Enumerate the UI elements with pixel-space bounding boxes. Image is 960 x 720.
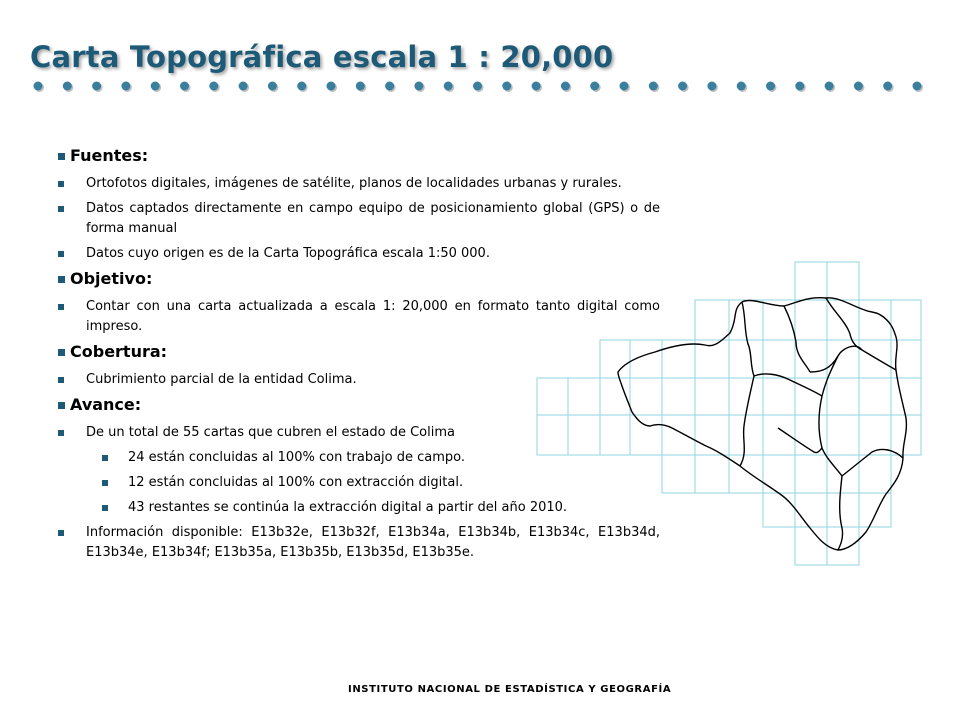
list-subitem: 12 están concluidas al 100% con extracción digital. (58, 473, 660, 493)
divider-dot (239, 82, 248, 91)
divider-dot (795, 82, 804, 91)
list-subitem: 24 están concluidas al 100% con trabajo de campo. (58, 448, 660, 468)
footer-institution: INSTITUTO NACIONAL DE ESTADÍSTICA Y GEOGRAFÍA (348, 684, 672, 695)
divider-dot (414, 82, 423, 91)
divider-dot (209, 82, 218, 91)
divider-dot (766, 82, 775, 91)
divider-dot (34, 82, 43, 91)
bullet-icon (102, 455, 108, 461)
bullet-icon (58, 304, 64, 310)
map-grid (537, 262, 921, 565)
list-item: Datos captados directamente en campo equipo de posicionamiento global (GPS) o de forma manual (58, 199, 660, 239)
decorative-dot-divider (32, 78, 932, 94)
divider-dot (707, 82, 716, 91)
page-title: Carta Topográfica escala 1 : 20,000 (30, 40, 614, 74)
bullet-icon (58, 276, 65, 283)
list-item: Contar con una carta actualizada a escala 1: 20,000 en formato tanto digital como impreso. (58, 297, 660, 337)
divider-dot (532, 82, 541, 91)
divider-dot (590, 82, 599, 91)
state-outline (618, 298, 906, 550)
bullet-icon (58, 349, 65, 356)
section-heading-cobertura: Cobertura: (58, 342, 660, 362)
divider-dot (151, 82, 160, 91)
bullet-icon (58, 251, 64, 257)
bullet-icon (102, 480, 108, 486)
divider-dot (678, 82, 687, 91)
divider-dot (356, 82, 365, 91)
divider-dot (854, 82, 863, 91)
divider-dot (92, 82, 101, 91)
list-subitem: 43 restantes se continúa la extracción digital a partir del año 2010. (58, 498, 660, 518)
divider-dot (913, 82, 922, 91)
bullet-icon (58, 402, 65, 409)
divider-dot (502, 82, 511, 91)
divider-dot (561, 82, 570, 91)
list-item: Datos cuyo origen es de la Carta Topográfica escala 1:50 000. (58, 244, 660, 264)
divider-dot (473, 82, 482, 91)
divider-dot (327, 82, 336, 91)
bullet-icon (58, 153, 65, 160)
bullet-icon (58, 206, 64, 212)
divider-dot (825, 82, 834, 91)
divider-dot (444, 82, 453, 91)
divider-dot (737, 82, 746, 91)
colima-map-illustration (530, 255, 930, 575)
bullet-icon (58, 430, 64, 436)
divider-dot (649, 82, 658, 91)
divider-dot (385, 82, 394, 91)
divider-dot (297, 82, 306, 91)
bullet-icon (58, 377, 64, 383)
bullet-icon (58, 530, 64, 536)
divider-dot (121, 82, 130, 91)
list-item: Información disponible: E13b32e, E13b32f, E13b34a, E13b34b, E13b34c, E13b34d, E13b34e, E13b34f; E13b35a, E13b35b, E13b35d, E13b35e. (58, 523, 660, 563)
divider-dot (180, 82, 189, 91)
bullet-icon (58, 181, 64, 187)
bullet-icon (102, 505, 108, 511)
divider-dot (268, 82, 277, 91)
section-heading-objetivo: Objetivo: (58, 269, 660, 289)
divider-dot (883, 82, 892, 91)
divider-dot (620, 82, 629, 91)
list-item: Ortofotos digitales, imágenes de satélite, planos de localidades urbanas y rurales. (58, 174, 660, 194)
section-heading-avance: Avance: (58, 395, 660, 415)
divider-dot (63, 82, 72, 91)
section-heading-fuentes: Fuentes: (58, 146, 660, 166)
list-item: Cubrimiento parcial de la entidad Colima. (58, 370, 660, 390)
list-item: De un total de 55 cartas que cubren el estado de Colima (58, 423, 660, 443)
